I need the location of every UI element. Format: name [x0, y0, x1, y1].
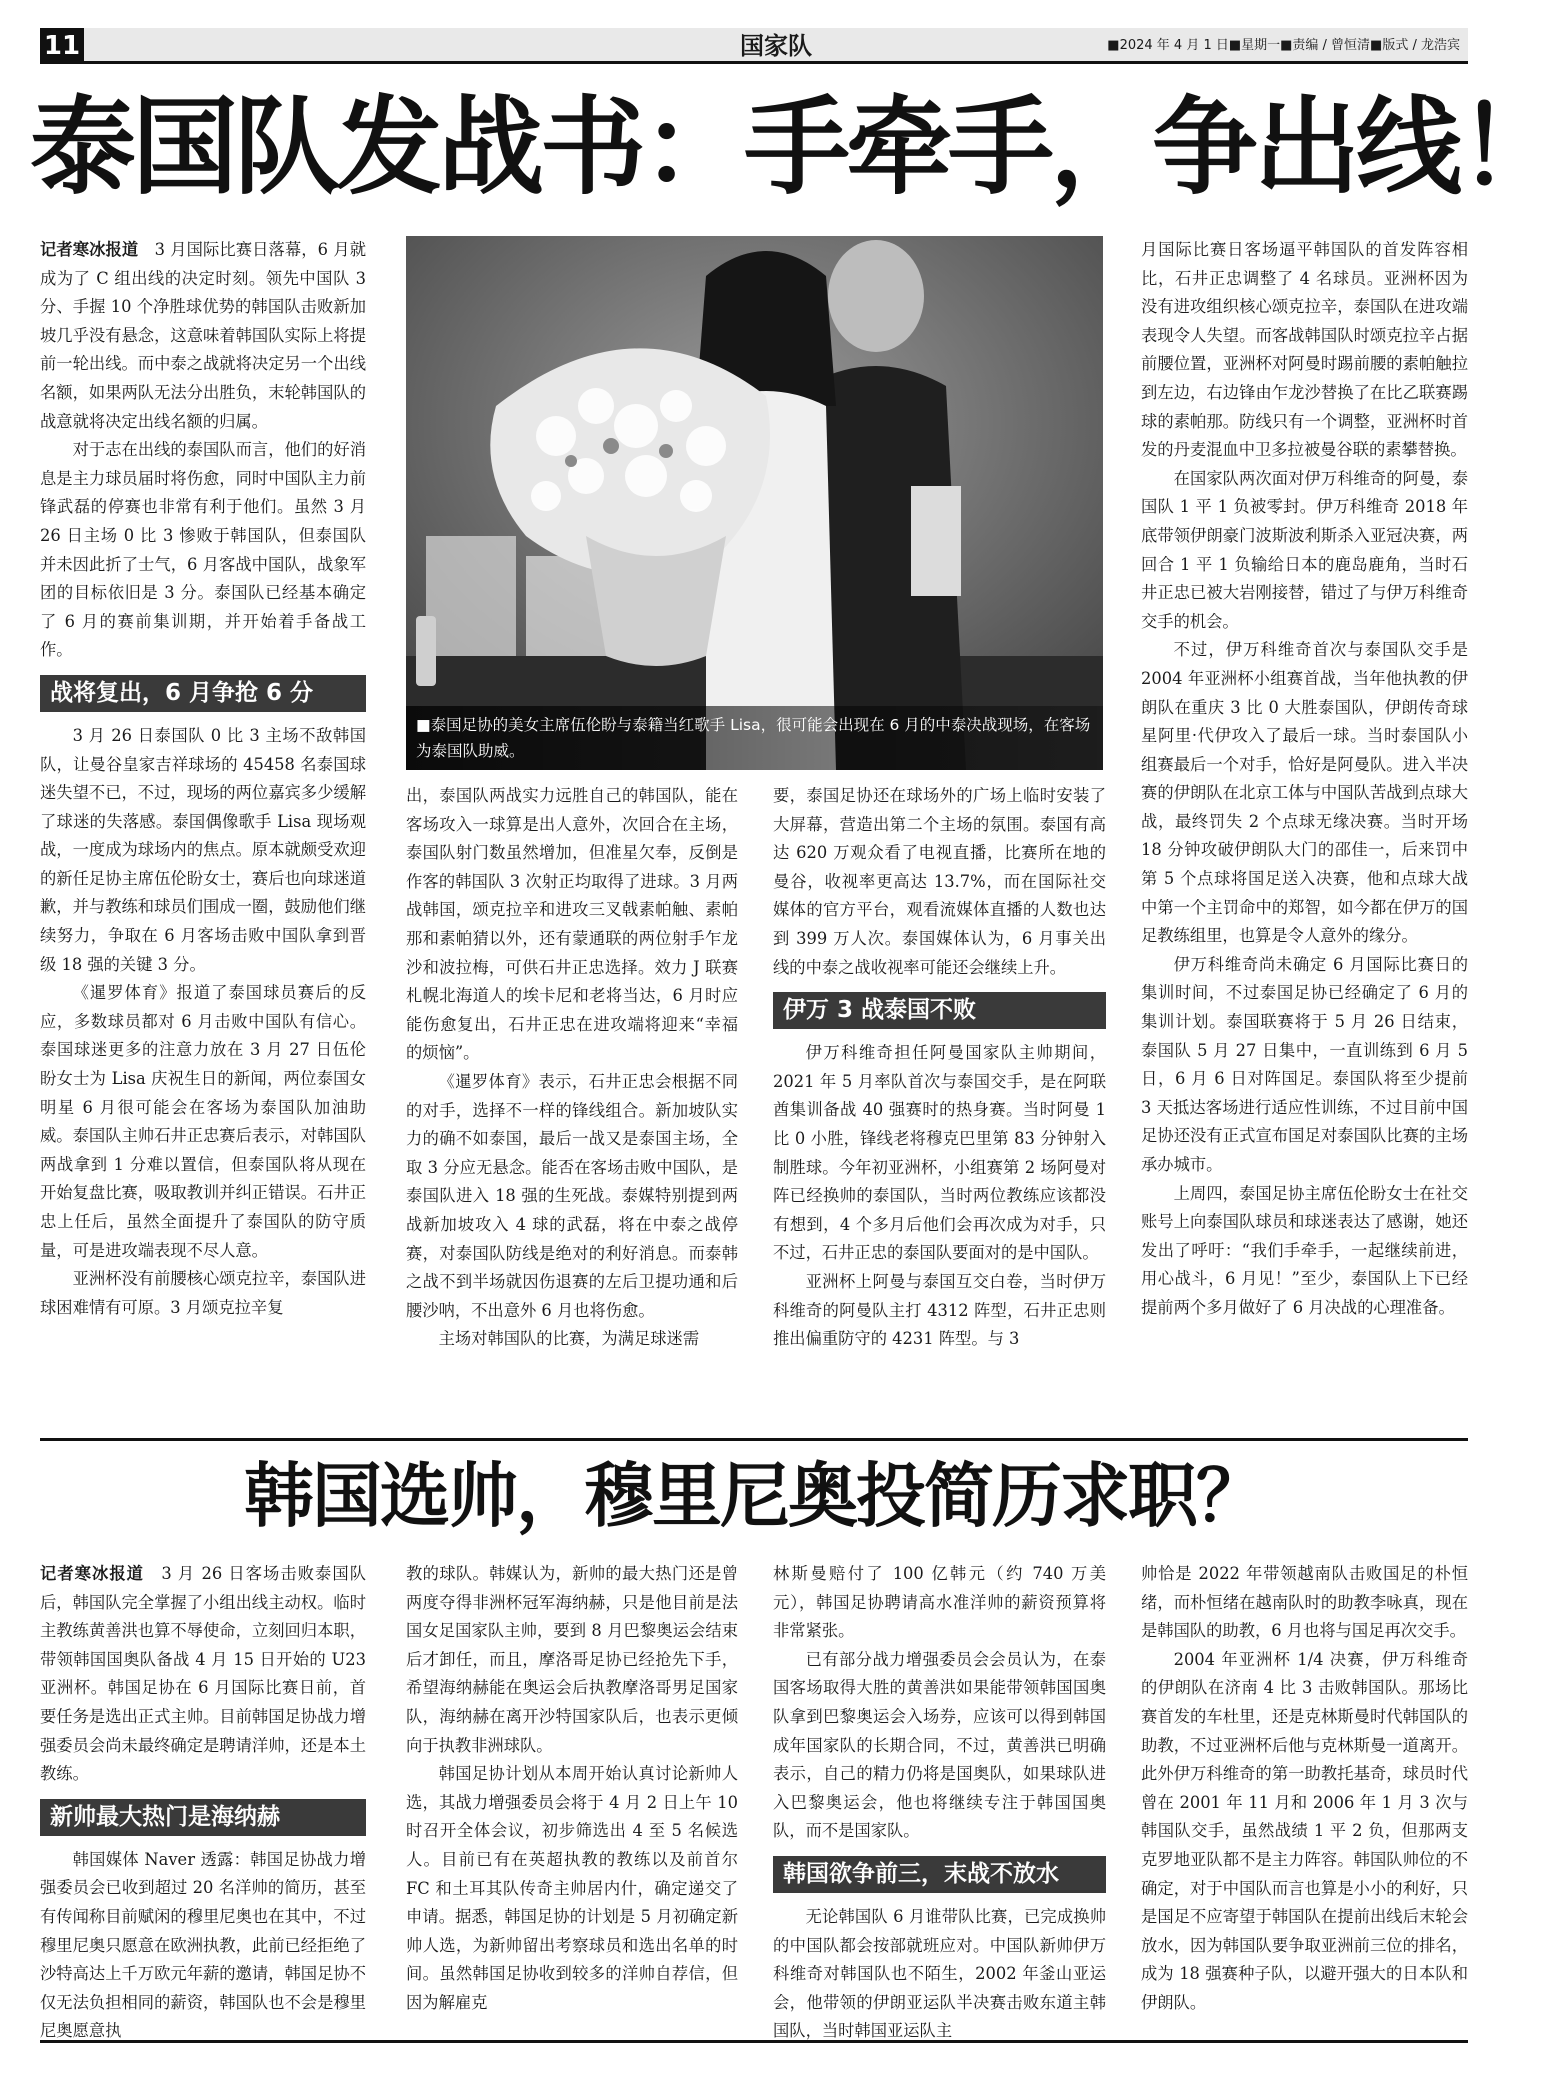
page-header-bar: [40, 28, 1468, 64]
article1-paragraph: 对于志在出线的泰国队而言，他们的好消息是主力球员届时将伤愈，同时中国队主力前锋武磊的停赛也非常有利于他们。虽然 3 月 26 日主场 0 比 3 惨败于韩国队，但泰国队并未因此折了士气，6 月客战中国队，战象军团的目标依旧是 3 分。泰国队已经基本确定了 6 月的赛前集训期，并开始着手备战工作。: [40, 440, 366, 660]
article2-column-3: [773, 1560, 1106, 2041]
article1-paragraph: 亚洲杯没有前腰核心颂克拉辛，泰国队进球困难情有可原。3 月颂克拉辛复: [40, 1269, 366, 1317]
page-bottom-rule: [40, 2040, 1468, 2043]
article2-paragraph: 韩国媒体 Naver 透露：韩国足协战力增强委员会已收到超过 20 名洋帅的简历，甚至有传闻称目前赋闲的穆里尼奥也在其中，不过穆里尼奥只愿意在欧洲执教，此前已经拒绝了沙特高达上千万欧元年薪的邀请，韩国足协不仅无法负担相同的薪资，韩国队也不会是穆里尼奥愿意执: [40, 1849, 366, 2041]
article2-column-2: [406, 1560, 738, 2030]
article2-paragraph: 记者寒冰报道 3 月 26 日客场击败泰国队后，韩国队完全掌握了小组出线主动权。临时主教练黄善洪也算不辱使命，立刻回归本职，带领韩国国奥队备战 4 月 15 日开始的 U23 亚洲杯。韩国足协在 6 月国际比赛日前，首要任务是选出正式主帅。目前韩国足协战力增强委员会尚未最终确定是聘请洋帅，还是本土教练。: [40, 1564, 366, 1784]
article1-paragraph: 亚洲杯上阿曼与泰国互交白卷，当时伊万科维奇的阿曼队主打 4312 阵型，石井正忠则推出偏重防守的 4231 阵型。与 3: [773, 1271, 1106, 1349]
article1-paragraph: 不过，伊万科维奇首次与泰国队交手是 2004 年亚洲杯小组赛首战，当年他执教的伊朗队在重庆 3 比 0 大胜泰国队，伊朗传奇球星阿里·代伊攻入了最后一球。当时泰国队小组赛最后一个对手，恰好是阿曼队。进入半决赛的伊朗队在北京工体与中国队苦战到点球大战，最终罚失 2 个点球无缘决赛。当时开场 18 分钟攻破伊朗队大门的邵佳一，后来罚中第 5 个点球将国足送入决赛，他和点球大战中第一个主罚命中的郑智，如今都在伊万的国足教练组里，也算是令人意外的缘分。: [1141, 640, 1468, 946]
article1-byline: 记者寒冰报道: [40, 240, 139, 259]
article2-paragraph: 帅恰是 2022 年带领越南队击败国足的朴恒绪，而朴恒绪在越南队时的助教李咏真，现在是韩国队的助教，6 月也将与国足再次交手。: [1141, 1564, 1468, 1641]
issue-meta: ■2024 年 4 月 1 日■星期一■责编 / 曾恒清■版式 / 龙浩宾: [1107, 38, 1460, 53]
page-number: 11: [40, 28, 84, 64]
article-divider: [40, 1438, 1468, 1441]
article1-paragraph: 月国际比赛日客场逼平韩国队的首发阵容相比，石井正忠调整了 4 名球员。亚洲杯因为没有进攻组织核心颂克拉辛，泰国队在进攻端表现令人失望。而客战韩国队时颂克拉辛占据前腰位置，亚洲杯对阿曼时踢前腰的素帕触拉到左边，右边锋由乍龙沙替换了在比乙联赛踢球的素帕那。防线只有一个调整，亚洲杯时首发的丹麦混血中卫多拉被曼谷联的素攀替换。: [1141, 240, 1468, 460]
article1-column-3: [773, 782, 1106, 1434]
article2-paragraph: 林斯曼赔付了 100 亿韩元（约 740 万美元），韩国足协聘请高水准洋帅的薪资预算将非常紧张。: [773, 1564, 1106, 1641]
article1-column-2: [406, 782, 738, 1434]
article1-headline: 泰国队发战书：手牵手，争出线！: [30, 84, 1560, 209]
article2-paragraph: 已有部分战力增强委员会会员认为，在泰国客场取得大胜的黄善洪如果能带领韩国国奥队拿到巴黎奥运会入场券，应该可以得到韩国成年国家队的长期合同，不过，黄善洪已明确表示，自己的精力仍将是国奥队，如果球队进入巴黎奥运会，他也将继续专注于韩国国奥队，而不是国家队。: [773, 1649, 1106, 1841]
article2-paragraph: 教的球队。韩媒认为，新帅的最大热门还是曾两度夺得非洲杯冠军海纳赫，只是他目前是法国女足国家队主帅，要到 8 月巴黎奥运会结束后才卸任，而且，摩洛哥足协已经抢先下手，希望海纳赫能在奥运会后执教摩洛哥男足国家队，海纳赫在离开沙特国家队后，也表示更倾向于执教非洲球队。: [406, 1564, 738, 1755]
article1-paragraph: 3 月 26 日泰国队 0 比 3 主场不敌韩国队，让曼谷皇家吉祥球场的 45458 名泰国球迷失望不已，不过，现场的两位嘉宾多少缓解了球迷的失落感。泰国偶像歌手 Lisa 现场观战，一度成为球场内的焦点。原本就颇受欢迎的新任足协主席伍伦盼女士，赛后也向球迷道歉，并与教练和球员们围成一圈，鼓励他们继续努力，争取在 6 月客场击败中国队拿到晋级 18 强的关键 3 分。: [40, 725, 366, 974]
article2-byline: 记者寒冰报道: [40, 1564, 144, 1583]
article1-subhead-2: 伊万 3 战泰国不败: [773, 992, 1106, 1029]
photo-caption: ■泰国足协的美女主席伍伦盼与泰籍当红歌手 Lisa，很可能会出现在 6 月的中泰决战现场，在客场为泰国队助威。: [406, 706, 1103, 770]
article1-column-1: [40, 236, 366, 1434]
article1-paragraph: 出，泰国队两战实力远胜自己的韩国队，能在客场攻入一球算是出人意外，次回合在主场，泰国队射门数虽然增加，但准星欠奉，反倒是作客的韩国队 3 次射正均取得了进球。3 月两战韩国，颂克拉辛和进攻三叉戟素帕触、素帕那和素帕猜以外，还有蒙通联的两位射手乍龙沙和波拉梅，可供石井正忠选择。效力 J 联赛札幌北海道人的埃卡尼和老将当达，6 月时应能伤愈复出，石井正忠在进攻端将迎来“幸福的烦恼”。: [406, 786, 738, 1063]
article1-paragraph: 要，泰国足协还在球场外的广场上临时安装了大屏幕，营造出第二个主场的氛围。泰国有高达 620 万观众看了电视直播，比赛所在地的曼谷，收视率更高达 13.7%，而在国际社交媒体的官方平台，观看流媒体直播的人数也达到 399 万人次。泰国媒体认为，6 月事关出线的中泰之战收视率可能还会继续上升。: [773, 786, 1106, 977]
article1-paragraph: 《暹罗体育》报道了泰国球员赛后的反应，多数球员都对 6 月击败中国队有信心。泰国球迷更多的注意力放在 3 月 27 日伍伦盼女士为 Lisa 庆祝生日的新闻，两位泰国女明星 6 月很可能会在客场为泰国队加油助威。泰国队主帅石井正忠赛后表示，对韩国队两战拿到 1 分难以置信，但泰国队将从现在开始复盘比赛，吸取教训并纠正错误。石井正忠上任后，虽然全面提升了泰国队的防守质量，可是进攻端表现不尽人意。: [40, 983, 366, 1260]
article2-headline: 韩国选帅，穆里尼奥投简历求职？: [244, 1455, 1264, 1537]
article1-paragraph: 上周四，泰国足协主席伍伦盼女士在社交账号上向泰国队球员和球迷表达了感谢，她还发出了呼吁：“我们手牵手，一起继续前进，用心战斗，6 月见！”至少，泰国队上下已经提前两个多月做好了 6 月决战的心理准备。: [1141, 1183, 1468, 1317]
article2-subhead-1: 新帅最大热门是海纳赫: [40, 1799, 366, 1836]
article2-column-4: [1141, 1560, 1468, 2030]
article1-column-4: [1141, 236, 1468, 1434]
article1-paragraph: 《暹罗体育》表示，石井正忠会根据不同的对手，选择不一样的锋线组合。新加坡队实力的确不如泰国，最后一战又是泰国主场，全取 3 分应无悬念。能否在客场击败中国队，是泰国队进入 18 强的生死战。泰媒特别提到两战新加坡攻入 4 球的武磊，将在中泰之战停赛，对泰国队防线是绝对的利好消息。而泰韩之战不到半场就因伤退赛的左后卫提功通和后腰沙呐，不出意外 6 月也将伤愈。: [406, 1071, 738, 1320]
article1-paragraph: 主场对韩国队的比赛，为满足球迷需: [438, 1329, 700, 1349]
article1-subhead-1: 战将复出，6 月争抢 6 分: [40, 675, 366, 712]
photo-illustration: [406, 236, 1103, 770]
article2-column-1: [40, 1560, 366, 2041]
article2-paragraph: 韩国足协计划从本周开始认真讨论新帅人选，其战力增强委员会将于 4 月 2 日上午 10 时召开全体会议，初步筛选出 4 至 5 名候选人。目前已有在英超执教的教练以及前首尔 FC 和土耳其队传奇主帅居内什，确定递交了申请。据悉，韩国足协的计划是 5 月初确定新帅人选，为新帅留出考察球员和选出名单的时间。虽然韩国足协收到较多的洋帅自荐信，但因为解雇克: [406, 1764, 738, 2012]
article1-paragraph: 记者寒冰报道 3 月国际比赛日落幕，6 月就成为了 C 组出线的决定时刻。领先中国队 3 分、手握 10 个净胜球优势的韩国队击败新加坡几乎没有悬念，这意味着韩国队实际上将提前一轮出线。而中泰之战就将决定另一个出线名额，如果两队无法分出胜负，末轮韩国队的战意就将决定出线名额的归属。: [40, 240, 366, 431]
article2-paragraph: 2004 年亚洲杯 1/4 决赛，伊万科维奇的伊朗队在济南 4 比 3 击败韩国队。那场比赛首发的车杜里，还是克林斯曼时代韩国队的助教，不过亚洲杯后他与克林斯曼一道离开。此外伊万科维奇的第一助教托基奇，球员时代曾在 2001 年 11 月和 2006 年 1 月 3 次与韩国队交手，虽然战绩 1 平 2 负，但那两支克罗地亚队都不是主力阵容。韩国队帅位的不确定，对于中国队而言也算是小小的利好，只是国足不应寄望于韩国队在提前出线后末轮会放水，因为韩国队要争取亚洲前三位的排名，成为 18 强赛种子队，以避开强大的日本队和伊朗队。: [1141, 1649, 1468, 2012]
article2-paragraph: 无论韩国队 6 月谁带队比赛，已完成换帅的中国队都会按部就班应对。中国队新帅伊万科维奇对韩国队也不陌生，2002 年釜山亚运会，他带领的伊朗亚运队半决赛击败东道主韩国队，当时韩国亚运队主: [773, 1906, 1106, 2041]
section-title: 国家队: [740, 32, 812, 60]
article1-paragraph: 伊万科维奇担任阿曼国家队主帅期间，2021 年 5 月率队首次与泰国交手，是在阿联酋集训备战 40 强赛时的热身赛。当时阿曼 1 比 0 小胜，锋线老将穆克巴里第 83 分钟射入制胜球。今年初亚洲杯，小组赛第 2 场阿曼对阵已经换帅的泰国队，当时两位教练应该都没有想到，4 个多月后他们会再次成为对手，只不过，石井正忠的泰国队要面对的是中国队。: [773, 1043, 1106, 1263]
article1-paragraph: 在国家队两次面对伊万科维奇的阿曼，泰国队 1 平 1 负被零封。伊万科维奇 2018 年底带领伊朗豪门波斯波利斯杀入亚冠决赛，两回合 1 平 1 负输给日本的鹿岛鹿角，当时石井正忠已被大岩刚接替，错过了与伊万科维奇交手的机会。: [1141, 468, 1468, 631]
article1-paragraph: 伊万科维奇尚未确定 6 月国际比赛日的集训时间，不过泰国足协已经确定了 6 月的集训计划。泰国联赛将于 5 月 26 日结束，泰国队 5 月 27 日集中，一直训练到 6 月 5 日，6 月 6 日对阵国足。泰国队将至少提前 3 天抵达客场进行适应性训练，不过目前中国足协还没有正式宣布国足对泰国队比赛的主场承办城市。: [1141, 954, 1468, 1174]
article1-photo: [406, 236, 1103, 770]
article2-subhead-2: 韩国欲争前三，末战不放水: [773, 1856, 1106, 1893]
